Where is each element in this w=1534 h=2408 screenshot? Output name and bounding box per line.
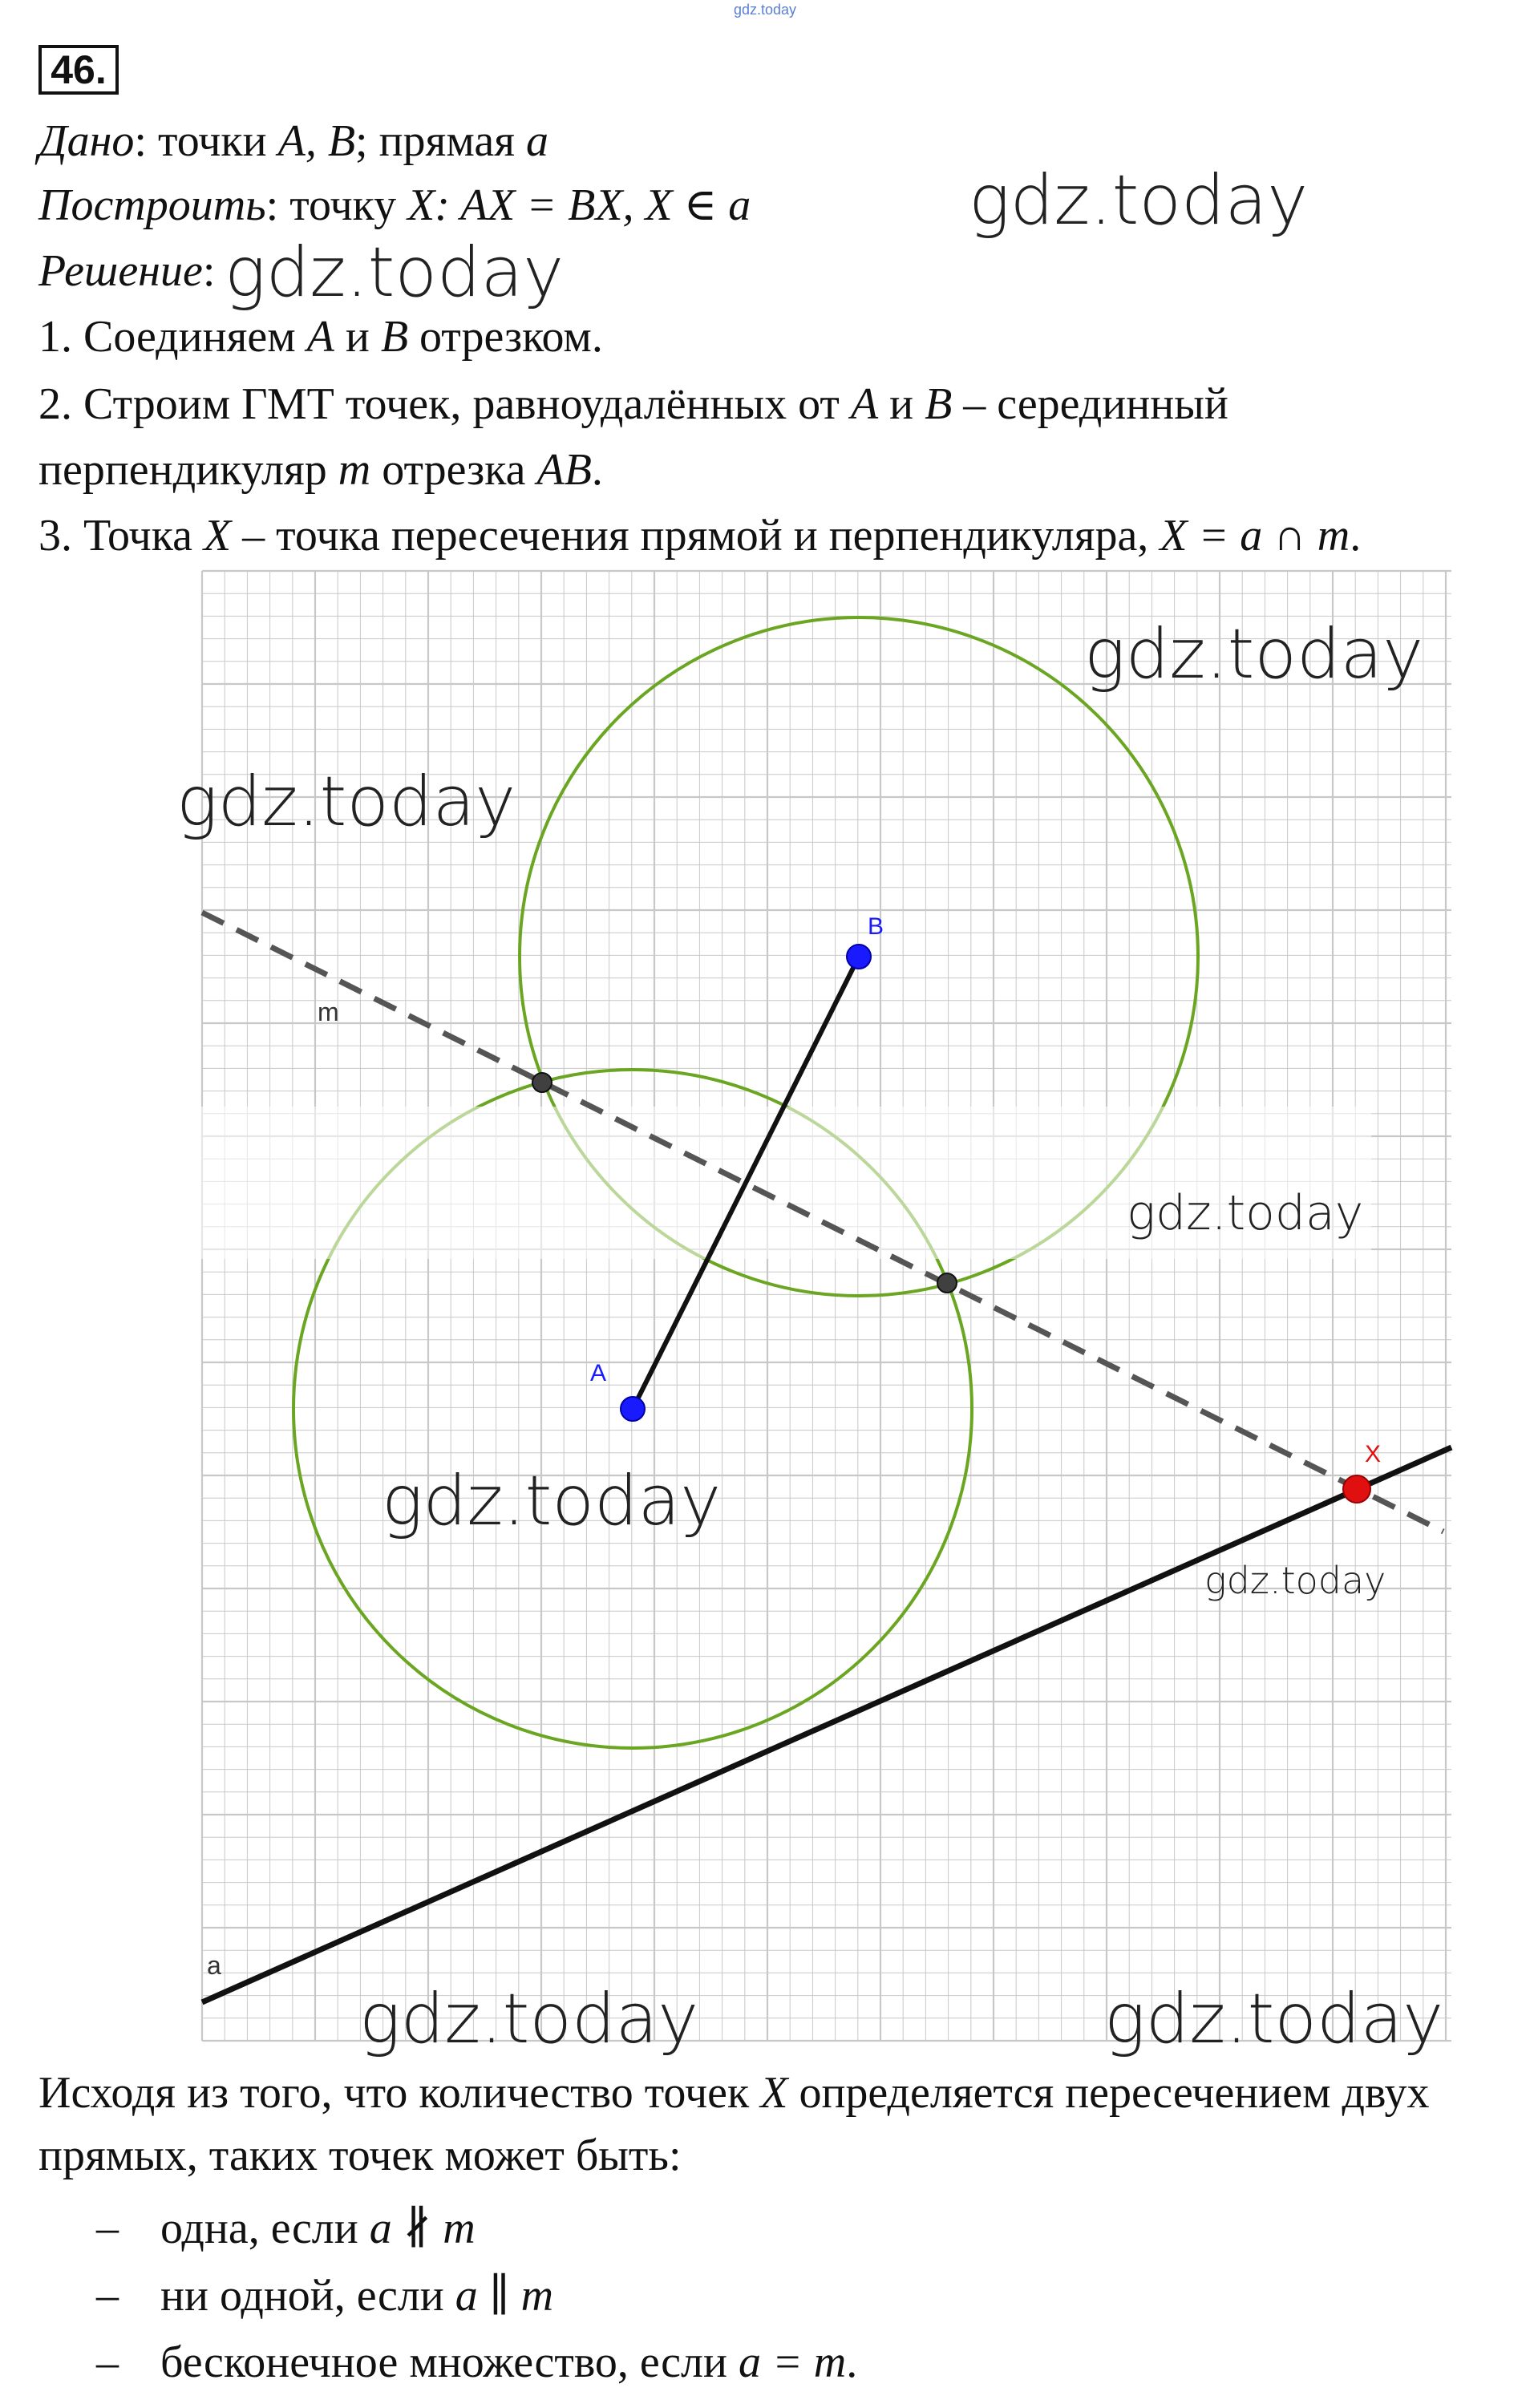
construct-formula: X: AX = BX, X ∈ a [407,180,751,230]
watermark-2: gdz.today [225,233,565,313]
case-1 [160,2202,476,2254]
header-watermark: gdz.today [734,2,797,18]
label-x: X [1365,1441,1382,1467]
watermark-6: gdz.today [382,1461,722,1541]
solution-label: Решение [38,246,203,296]
step-2c-var-m: m [338,445,371,495]
step-2-prefix: 2. Строим ГМТ точек, равноудалённых от [38,379,851,429]
conclusion-suffix: определяется пересечением двух [787,2068,1430,2118]
problem-number: 46. [38,45,119,95]
given-prefix: : точки [134,116,278,166]
watermark-7: gdz.today [1204,1559,1386,1602]
step-2-var-b: B [925,379,953,429]
step-1-suffix: отрезком. [408,312,603,362]
conclusion-prefix: Исходя из того, что количество точек [38,2068,761,2118]
step-1-var-a: A [306,312,334,362]
step-3-formula: X = a ∩ m [1160,511,1350,561]
step-2c-var-ab: AB [536,445,592,495]
watermark-9: gdz.today [1104,1979,1444,2059]
case-3-text: бесконечное множество, если [160,2337,739,2387]
conclusion-var: X [760,2068,788,2118]
case-3-formula: a = m [738,2337,847,2387]
step-2c-suffix: . [591,445,603,495]
given-mid: ; прямая [355,116,526,166]
step-2-var-a: A [850,379,879,429]
case-3-suffix: . [846,2337,858,2387]
case-2 [160,2269,553,2321]
case-3 [160,2337,857,2388]
step-1-var-b: B [380,312,409,362]
watermark-5: gdz.today [1127,1185,1364,1241]
circle-intersection-point-2 [937,1273,957,1293]
case-3-dash: – [96,2337,119,2387]
step-2c-prefix: перпендикуляр [38,445,338,495]
watermark-3: gdz.today [1084,614,1424,694]
step-2c-mid: отрезка [370,445,537,495]
step-3-suffix: . [1350,511,1362,561]
label-a: A [590,1360,607,1386]
case-1-text: одна, если [160,2204,370,2253]
label-line-a: a [207,1951,221,1980]
solution-line: Решение: [38,246,216,296]
step-3-var-x: X [203,511,232,561]
case-1-formula: a ∦ m [369,2204,476,2253]
given-points: A, B [277,116,356,166]
step-1-mid: и [334,312,381,362]
watermark-8: gdz.today [359,1979,699,2059]
given-label: Дано [38,116,135,166]
given-line-name: a [525,116,548,166]
construct-label: Построить [38,180,266,230]
circle-intersection-point-1 [532,1073,552,1092]
step-2-mid: и [878,379,925,429]
construct-text: : точку [265,180,408,230]
label-m: m [318,998,339,1026]
step-3-prefix: 3. Точка [38,511,204,561]
case-2-text: ни одной, если [160,2271,455,2321]
case-1-dash: – [96,2203,119,2252]
watermark-4: gdz.today [176,762,516,842]
step-2-suffix: – серединный [952,379,1228,429]
point-a [621,1397,645,1421]
step-3-mid: – точка пересечения прямой и перпендикуляра, [231,511,1160,561]
watermark-1: gdz.today [969,160,1309,241]
case-2-dash: – [96,2270,119,2320]
step-1-prefix: 1. Соединяем [38,312,307,362]
point-x [1343,1475,1370,1503]
point-b [847,945,871,969]
conclusion-line-2: прямых, таких точек может быть: [38,2131,682,2180]
case-2-formula: a ∥ m [455,2271,554,2321]
label-b: B [868,913,884,940]
conclusion-line-1 [38,2068,1430,2118]
